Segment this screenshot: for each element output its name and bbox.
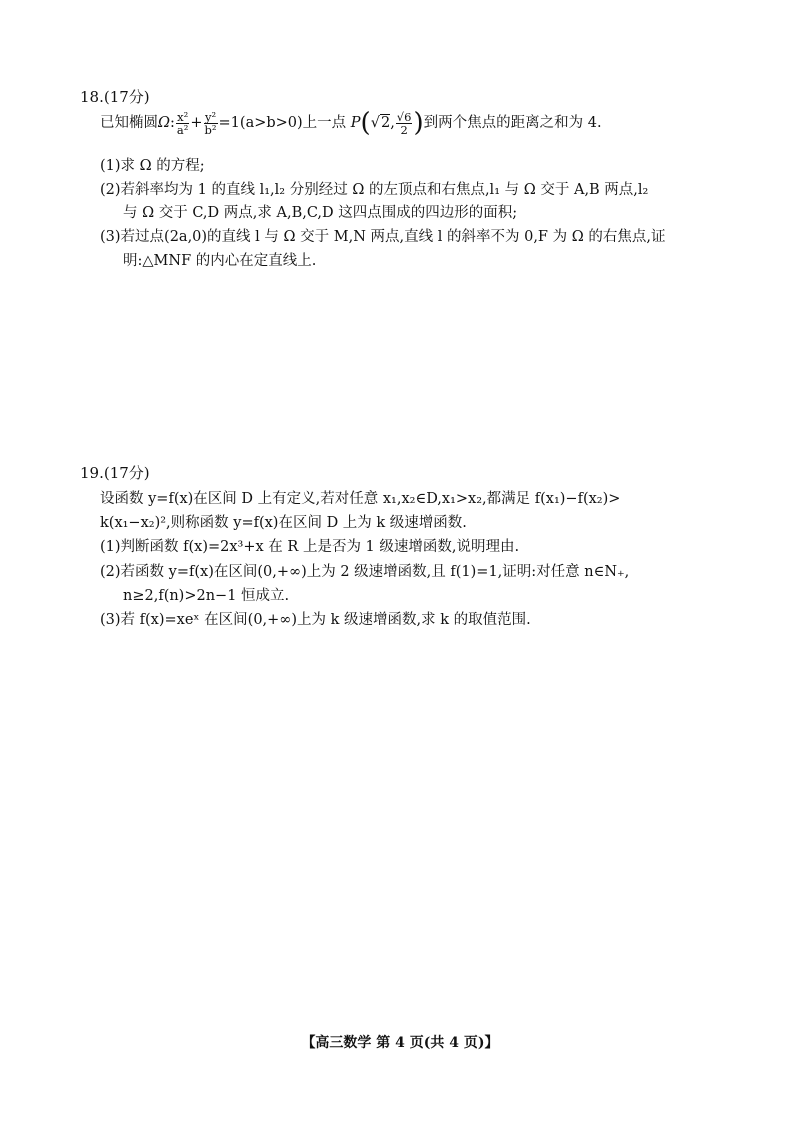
y-fraction: $\frac{\text{y²}}{\text{b²}}$ [204,109,217,137]
q19-part1: (1)判断函数 f(x)=2x³+x 在 R 上是否为 1 级速增函数,说明理由. [100,539,520,555]
q19-def-line2: k(x₁−x₂)²,则称函数 y=f(x)在区间 D 上为 k 级速增函数. [100,515,467,531]
q19-part3: (3)若 f(x)=xeˣ 在区间(0,+∞)上为 k 级速增函数,求 k 的取值范围. [100,612,531,628]
q18-header: 18.(17分) [80,88,150,106]
x-fraction: $\frac{\text{x²}}{\text{a²}}$ [176,109,189,137]
page-footer: 【高三数学 第 4 页(共 4 页)】 [301,1035,499,1051]
q18-intro-suffix: 到两个焦点的距离之和为 4. [423,115,602,131]
q19-part2-line2: n≥2,f(n)>2n−1 恒成立. [123,588,290,604]
q18-intro-prefix: 已知椭圆 [100,115,158,131]
point-label: P [350,115,361,131]
q19-part2-line1: (2)若函数 y=f(x)在区间(0,+∞)上为 2 级速增函数,且 f(1)=1,证明:对任意 n∈N₊, [100,564,630,580]
q18-part3-line1: (3)若过点(2a,0)的直线 l 与 Ω 交于 M,N 两点,直线 l 的斜率不为 0,F 为 Ω 的右焦点,证 [100,229,666,245]
point-fraction: $\frac{√6}{2}$ [396,109,412,137]
equation-rest: =1(a>b>0)上一点 [218,115,347,131]
q19-header: 19.(17分) [80,464,150,482]
q18-part3-line2: 明:△MNF 的内心在定直线上. [123,253,317,269]
q18-intro: 已知椭圆Ω: $\frac{\text{x²}}{\text{a²}}$ + $\frac{\text{y²}}{\text{b²}}$ =1(a>b>0)上一点 P(√2, $\frac{√6}{2}$ )到两个焦点的距离之和为 4. [100,108,602,138]
q18-part2-line2: 与 Ω 交于 C,D 两点,求 A,B,C,D 这四点围成的四边形的面积; [123,205,518,221]
q18-part2-line1: (2)若斜率均为 1 的直线 l₁,l₂ 分别经过 Ω 的左顶点和右焦点,l₁ 与 Ω 交于 A,B 两点,l₂ [100,182,649,198]
omega-symbol: Ω [158,115,171,131]
q19-def-line1: 设函数 y=f(x)在区间 D 上有定义,若对任意 x₁,x₂∈D,x₁>x₂,都满足 f(x₁)−f(x₂)> [100,491,621,507]
point-sqrt2: 2 [380,115,391,131]
q18-part1: (1)求 Ω 的方程; [100,158,205,174]
